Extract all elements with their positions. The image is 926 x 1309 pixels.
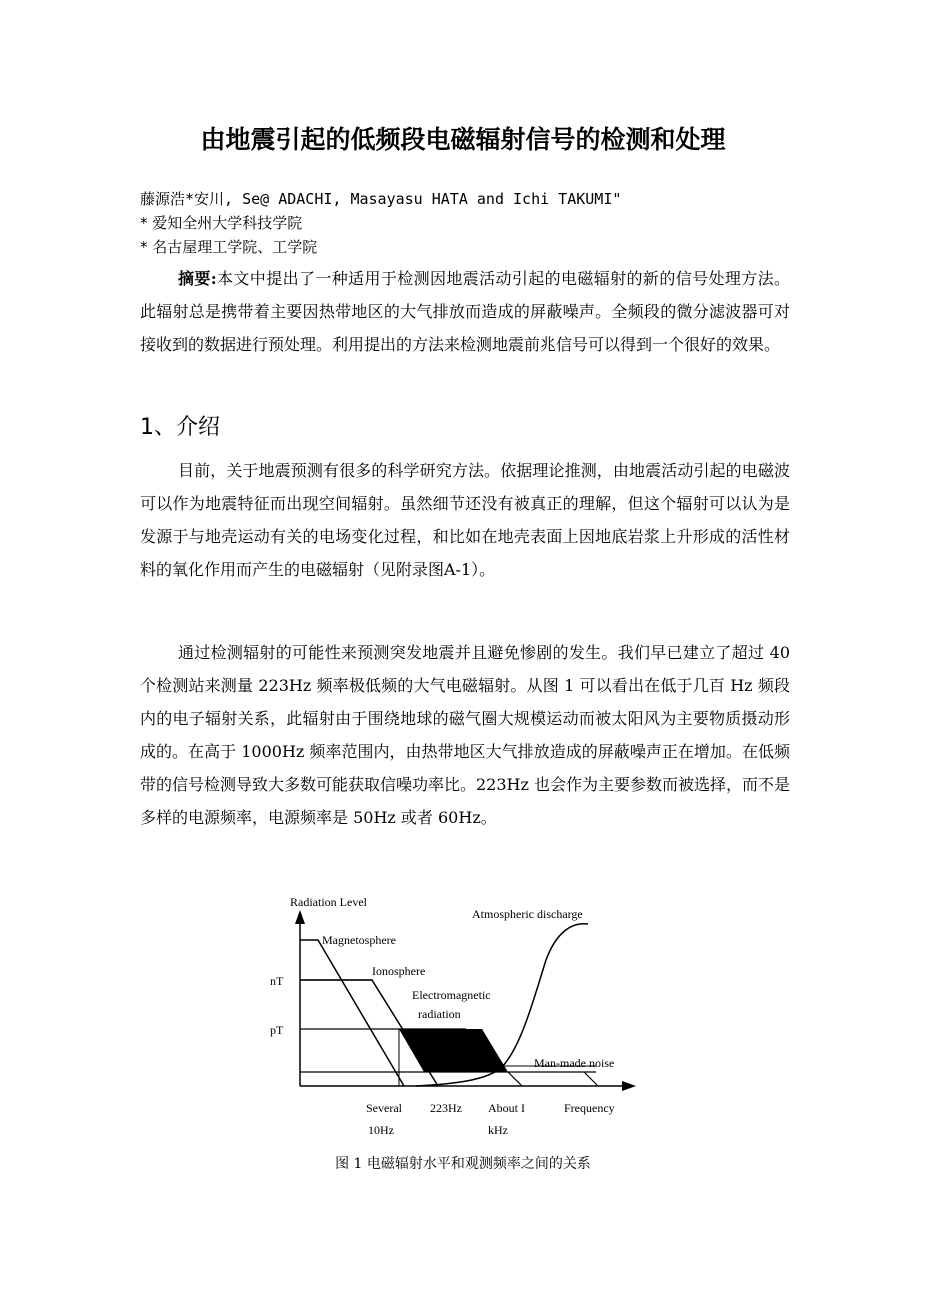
label-em-1: Electromagnetic <box>412 988 491 1002</box>
figure-caption: 图 1 电磁辐射水平和观测频率之间的关系 <box>335 1156 591 1172</box>
y-axis-title: Radiation Level <box>290 895 367 909</box>
affiliation-2: * 名古屋理工学院、工学院 <box>140 238 318 256</box>
y-tick-nt: nT <box>270 974 284 988</box>
x-axis-arrow <box>622 1081 636 1091</box>
abstract <box>140 262 790 361</box>
x-tick-khz: kHz <box>488 1123 508 1137</box>
y-tick-pt: pT <box>270 1023 284 1037</box>
paragraph-2: 通过检测辐射的可能性来预测突发地震并且避免惨剧的发生。我们早已建立了超过 40 个检测站来测量 223Hz 频率极低频的大气电磁辐射。从图 1 可以看出在低于几百 Hz 频段内的电子辐射关系，此辐射由于围绕地球的磁气圈大规模运动而被太阳风为主要物质摄动形成的。在高于 1000Hz 频率范围内，由热带地区大气排放造成的屏蔽噪声正在增加。在低频带的信号检测导致大多数可能获取信噪功率比。223Hz 也会作为主要参数而被选择，而不是多样的电源频率，电源频率是 50Hz 或者 60Hz。 <box>140 643 791 827</box>
author-line: 藤源浩*安川, Se@ ADACHI, Masayasu HATA and Ichi TAKUMI" <box>140 190 622 208</box>
x-tick-10hz: 10Hz <box>368 1123 394 1137</box>
label-magnetosphere: Magnetosphere <box>322 933 396 947</box>
paper-title: 由地震引起的低频段电磁辐射信号的检测和处理 <box>200 125 726 154</box>
figure-1 <box>266 888 646 1140</box>
paragraph-1: 目前，关于地震预测有很多的科学研究方法。依据理论推测，由地震活动引起的电磁波可以作为地震特征而出现空间辐射。虽然细节还没有被真正的理解，但这个辐射可以认为是发源于与地壳运动有关的电场变化过程，和比如在地壳表面上因地底岩浆上升形成的活性材料的氧化作用而产生的电磁辐射（见附录图A-1）。 <box>140 461 790 579</box>
label-ionosphere: Ionosphere <box>372 964 426 978</box>
radiation-diagram <box>266 888 646 1140</box>
label-atmospheric: Atmospheric discharge <box>472 907 583 921</box>
manmade-noise-tail <box>584 1072 598 1086</box>
abstract-label: 摘要: <box>178 269 217 288</box>
x-tick-223hz: 223Hz <box>430 1101 462 1115</box>
affiliation-1: * 爱知全州大学科技学院 <box>140 214 303 232</box>
x-tick-several: Several <box>366 1101 402 1115</box>
abstract-text: 本文中提出了一种适用于检测因地震活动引起的电磁辐射的新的信号处理方法。此辐射总是携带着主要因热带地区的大气排放而造成的屏蔽噪声。全频段的微分滤波器可对接收到的数据进行预处理。利用提出的方法来检测地震前兆信号可以得到一个很好的效果。 <box>140 269 790 354</box>
y-axis-arrow <box>295 910 305 924</box>
x-tick-about: About I <box>488 1101 525 1115</box>
label-em-2: radiation <box>418 1007 461 1021</box>
label-manmade: Man-made noise <box>534 1056 615 1070</box>
x-axis-title: Frequency <box>564 1101 615 1115</box>
section-heading: 1、介绍 <box>140 415 220 440</box>
magnetosphere-curve <box>300 940 404 1086</box>
em-slope-line <box>508 1072 522 1086</box>
